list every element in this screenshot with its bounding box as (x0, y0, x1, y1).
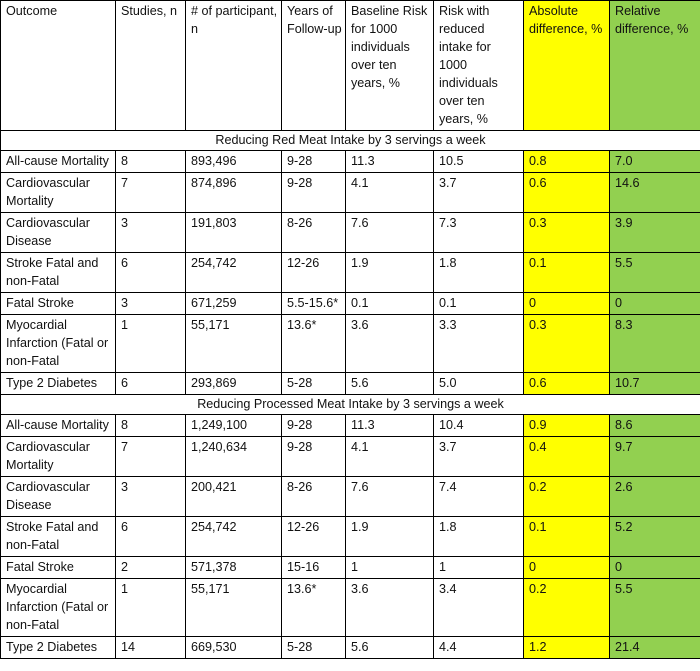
cell-studies: 1 (116, 579, 186, 637)
header-outcome: Outcome (1, 1, 116, 131)
cell-participants: 293,869 (186, 373, 282, 395)
section-row (1, 131, 700, 151)
cell-followup: 9-28 (282, 415, 346, 437)
cell-studies: 2 (116, 557, 186, 579)
cell-participants: 55,171 (186, 315, 282, 373)
cell-participants: 1,240,634 (186, 437, 282, 477)
cell-relative-difference: 5.5 (610, 253, 700, 293)
cell-followup: 12-26 (282, 517, 346, 557)
cell-outcome: Cardiovascular Mortality (1, 173, 116, 213)
cell-reduced-risk: 7.3 (434, 213, 524, 253)
cell-baseline-risk: 4.1 (346, 437, 434, 477)
cell-outcome: Myocardial Infarction (Fatal or non-Fatal (1, 315, 116, 373)
cell-followup: 5-28 (282, 373, 346, 395)
table-row (1, 637, 700, 659)
cell-participants: 55,171 (186, 579, 282, 637)
cell-outcome: Type 2 Diabetes (1, 373, 116, 395)
table-row (1, 253, 700, 293)
cell-absolute-difference: 0.2 (524, 477, 610, 517)
cell-studies: 6 (116, 253, 186, 293)
cell-followup: 8-26 (282, 477, 346, 517)
cell-relative-difference: 5.5 (610, 579, 700, 637)
table-row (1, 151, 700, 173)
header-reduced-risk: Risk with reduced intake for 1000 individuals over ten years, % (434, 1, 524, 131)
cell-baseline-risk: 5.6 (346, 637, 434, 659)
cell-studies: 7 (116, 173, 186, 213)
cell-relative-difference: 0 (610, 557, 700, 579)
section-title: Reducing Red Meat Intake by 3 servings a week (1, 131, 700, 151)
cell-reduced-risk: 1.8 (434, 517, 524, 557)
cell-outcome: Cardiovascular Disease (1, 213, 116, 253)
cell-outcome: Myocardial Infarction (Fatal or non-Fatal (1, 579, 116, 637)
cell-reduced-risk: 5.0 (434, 373, 524, 395)
cell-baseline-risk: 1.9 (346, 253, 434, 293)
cell-followup: 15-16 (282, 557, 346, 579)
cell-relative-difference: 5.2 (610, 517, 700, 557)
header-absolute-difference: Absolute difference, % (524, 1, 610, 131)
cell-relative-difference: 10.7 (610, 373, 700, 395)
cell-outcome: Fatal Stroke (1, 293, 116, 315)
cell-baseline-risk: 5.6 (346, 373, 434, 395)
cell-baseline-risk: 4.1 (346, 173, 434, 213)
cell-studies: 1 (116, 315, 186, 373)
table-row (1, 517, 700, 557)
cell-reduced-risk: 7.4 (434, 477, 524, 517)
table-body (1, 131, 700, 659)
cell-participants: 671,259 (186, 293, 282, 315)
table-row (1, 213, 700, 253)
cell-followup: 9-28 (282, 173, 346, 213)
cell-absolute-difference: 0.6 (524, 373, 610, 395)
cell-outcome: Type 2 Diabetes (1, 637, 116, 659)
cell-studies: 8 (116, 415, 186, 437)
cell-followup: 5-28 (282, 637, 346, 659)
cell-baseline-risk: 3.6 (346, 315, 434, 373)
cell-reduced-risk: 3.3 (434, 315, 524, 373)
cell-relative-difference: 9.7 (610, 437, 700, 477)
cell-outcome: All-cause Mortality (1, 151, 116, 173)
cell-studies: 14 (116, 637, 186, 659)
cell-absolute-difference: 0.3 (524, 315, 610, 373)
cell-participants: 874,896 (186, 173, 282, 213)
cell-studies: 3 (116, 213, 186, 253)
cell-participants: 254,742 (186, 253, 282, 293)
cell-baseline-risk: 7.6 (346, 213, 434, 253)
cell-absolute-difference: 1.2 (524, 637, 610, 659)
cell-baseline-risk: 1.9 (346, 517, 434, 557)
cell-followup: 13.6* (282, 315, 346, 373)
section-row (1, 395, 700, 415)
cell-reduced-risk: 4.4 (434, 637, 524, 659)
cell-studies: 6 (116, 517, 186, 557)
table-row (1, 293, 700, 315)
table-row (1, 315, 700, 373)
table-row (1, 437, 700, 477)
header-baseline-risk: Baseline Risk for 1000 individuals over ten years, % (346, 1, 434, 131)
table-row (1, 415, 700, 437)
cell-outcome: Stroke Fatal and non-Fatal (1, 517, 116, 557)
cell-absolute-difference: 0 (524, 293, 610, 315)
cell-absolute-difference: 0.1 (524, 253, 610, 293)
cell-relative-difference: 7.0 (610, 151, 700, 173)
cell-followup: 13.6* (282, 579, 346, 637)
header-relative-difference: Relative difference, % (610, 1, 700, 131)
cell-absolute-difference: 0 (524, 557, 610, 579)
header-row (1, 1, 700, 131)
cell-followup: 9-28 (282, 437, 346, 477)
cell-baseline-risk: 11.3 (346, 151, 434, 173)
cell-participants: 1,249,100 (186, 415, 282, 437)
cell-reduced-risk: 3.7 (434, 437, 524, 477)
cell-relative-difference: 14.6 (610, 173, 700, 213)
cell-participants: 571,378 (186, 557, 282, 579)
cell-followup: 9-28 (282, 151, 346, 173)
cell-followup: 8-26 (282, 213, 346, 253)
cell-relative-difference: 2.6 (610, 477, 700, 517)
cell-outcome: Cardiovascular Disease (1, 477, 116, 517)
cell-reduced-risk: 10.4 (434, 415, 524, 437)
cell-participants: 893,496 (186, 151, 282, 173)
cell-studies: 8 (116, 151, 186, 173)
cell-followup: 5.5-15.6* (282, 293, 346, 315)
cell-absolute-difference: 0.9 (524, 415, 610, 437)
cell-absolute-difference: 0.6 (524, 173, 610, 213)
cell-studies: 3 (116, 477, 186, 517)
header-followup: Years of Follow-up (282, 1, 346, 131)
cell-relative-difference: 8.3 (610, 315, 700, 373)
header-studies: Studies, n (116, 1, 186, 131)
cell-studies: 6 (116, 373, 186, 395)
table-row (1, 173, 700, 213)
cell-reduced-risk: 3.4 (434, 579, 524, 637)
cell-outcome: Stroke Fatal and non-Fatal (1, 253, 116, 293)
cell-outcome: Cardiovascular Mortality (1, 437, 116, 477)
cell-participants: 669,530 (186, 637, 282, 659)
cell-reduced-risk: 10.5 (434, 151, 524, 173)
cell-studies: 3 (116, 293, 186, 315)
cell-absolute-difference: 0.3 (524, 213, 610, 253)
cell-baseline-risk: 11.3 (346, 415, 434, 437)
cell-reduced-risk: 1.8 (434, 253, 524, 293)
table-row (1, 373, 700, 395)
section-title: Reducing Processed Meat Intake by 3 servings a week (1, 395, 700, 415)
cell-relative-difference: 3.9 (610, 213, 700, 253)
cell-reduced-risk: 3.7 (434, 173, 524, 213)
cell-reduced-risk: 1 (434, 557, 524, 579)
cell-baseline-risk: 0.1 (346, 293, 434, 315)
cell-absolute-difference: 0.2 (524, 579, 610, 637)
cell-studies: 7 (116, 437, 186, 477)
cell-baseline-risk: 7.6 (346, 477, 434, 517)
cell-reduced-risk: 0.1 (434, 293, 524, 315)
table-row (1, 557, 700, 579)
cell-participants: 200,421 (186, 477, 282, 517)
cell-outcome: All-cause Mortality (1, 415, 116, 437)
cell-followup: 12-26 (282, 253, 346, 293)
cell-baseline-risk: 1 (346, 557, 434, 579)
cell-relative-difference: 8.6 (610, 415, 700, 437)
cell-participants: 254,742 (186, 517, 282, 557)
header-participants: # of participant, n (186, 1, 282, 131)
cell-absolute-difference: 0.8 (524, 151, 610, 173)
cell-relative-difference: 0 (610, 293, 700, 315)
cell-absolute-difference: 0.1 (524, 517, 610, 557)
table-row (1, 477, 700, 517)
cell-outcome: Fatal Stroke (1, 557, 116, 579)
cell-relative-difference: 21.4 (610, 637, 700, 659)
cell-absolute-difference: 0.4 (524, 437, 610, 477)
table-row (1, 579, 700, 637)
cell-participants: 191,803 (186, 213, 282, 253)
cell-baseline-risk: 3.6 (346, 579, 434, 637)
